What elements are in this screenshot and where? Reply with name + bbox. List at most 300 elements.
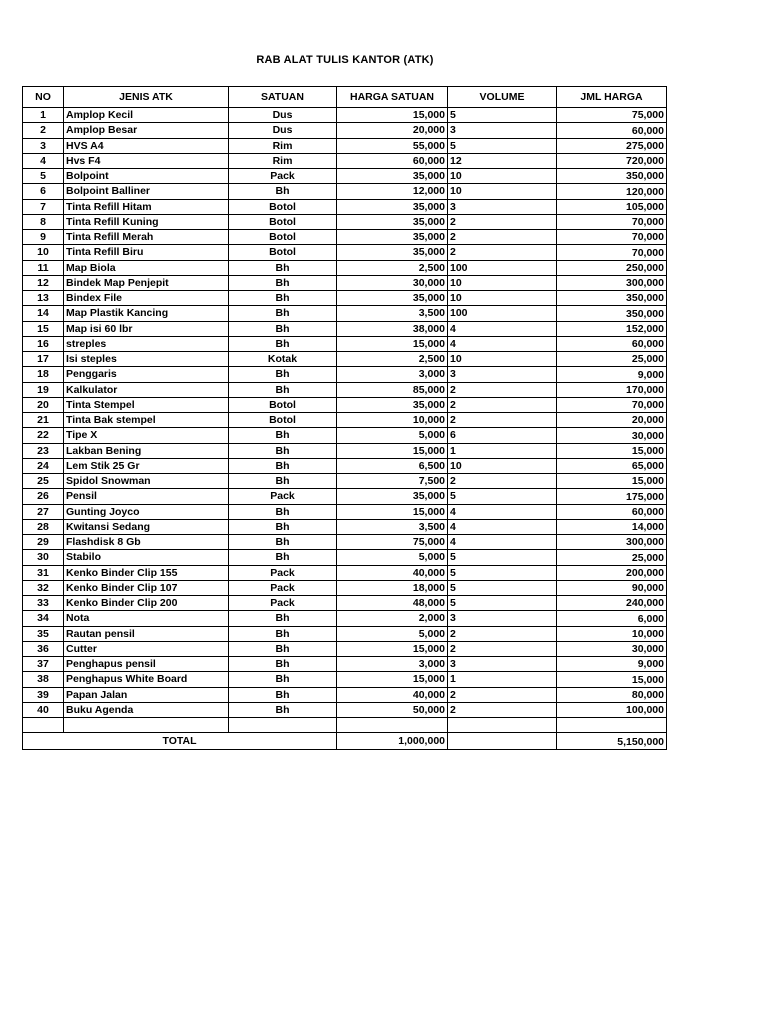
- cell-satuan: Botol: [229, 413, 337, 428]
- cell-no: 5: [23, 169, 64, 184]
- cell-no: 14: [23, 306, 64, 321]
- cell-jml-harga: 100,000: [557, 702, 667, 717]
- cell-satuan: Bh: [229, 458, 337, 473]
- table-row: [23, 535, 667, 550]
- table-row: [23, 169, 667, 184]
- cell-satuan: Bh: [229, 367, 337, 382]
- cell-volume: 2: [448, 397, 557, 412]
- cell-harga-satuan: 5,000: [337, 626, 448, 641]
- cell-no: 12: [23, 275, 64, 290]
- empty-cell: [557, 718, 667, 733]
- cell-satuan: Bh: [229, 550, 337, 565]
- cell-harga-satuan: 15,000: [337, 336, 448, 351]
- table-row: [23, 245, 667, 260]
- cell-volume: 10: [448, 169, 557, 184]
- cell-volume: 2: [448, 382, 557, 397]
- cell-satuan: Bh: [229, 657, 337, 672]
- cell-jml-harga: 70,000: [557, 245, 667, 260]
- cell-satuan: Botol: [229, 230, 337, 245]
- table-row: [23, 626, 667, 641]
- cell-satuan: Botol: [229, 214, 337, 229]
- cell-volume: 1: [448, 672, 557, 687]
- cell-satuan: Dus: [229, 108, 337, 123]
- table-row: [23, 580, 667, 595]
- table-body: [23, 108, 667, 718]
- table-row: [23, 138, 667, 153]
- cell-volume: 3: [448, 611, 557, 626]
- cell-jenis-atk: Tinta Refill Hitam: [64, 199, 229, 214]
- cell-jml-harga: 9,000: [557, 367, 667, 382]
- cell-volume: 2: [448, 413, 557, 428]
- cell-satuan: Bh: [229, 641, 337, 656]
- cell-jml-harga: 75,000: [557, 108, 667, 123]
- table-row: [23, 687, 667, 702]
- table-row: [23, 108, 667, 123]
- cell-satuan: Bh: [229, 306, 337, 321]
- cell-jml-harga: 70,000: [557, 214, 667, 229]
- cell-jenis-atk: Bindek Map Penjepit: [64, 275, 229, 290]
- empty-row: [23, 718, 667, 733]
- cell-jenis-atk: Tinta Stempel: [64, 397, 229, 412]
- cell-satuan: Kotak: [229, 352, 337, 367]
- table-row: [23, 291, 667, 306]
- cell-satuan: Bh: [229, 535, 337, 550]
- cell-harga-satuan: 5,000: [337, 428, 448, 443]
- cell-no: 25: [23, 474, 64, 489]
- cell-harga-satuan: 3,500: [337, 306, 448, 321]
- document-title: RAB ALAT TULIS KANTOR (ATK): [256, 54, 434, 66]
- cell-no: 29: [23, 535, 64, 550]
- table-row: [23, 397, 667, 412]
- cell-satuan: Bh: [229, 321, 337, 336]
- cell-harga-satuan: 35,000: [337, 397, 448, 412]
- cell-no: 31: [23, 565, 64, 580]
- cell-jml-harga: 275,000: [557, 138, 667, 153]
- cell-jml-harga: 105,000: [557, 199, 667, 214]
- cell-jenis-atk: Kenko Binder Clip 107: [64, 580, 229, 595]
- cell-harga-satuan: 2,000: [337, 611, 448, 626]
- cell-harga-satuan: 35,000: [337, 291, 448, 306]
- table-row: [23, 550, 667, 565]
- cell-jenis-atk: Bolpoint Balliner: [64, 184, 229, 199]
- cell-volume: 10: [448, 184, 557, 199]
- cell-jml-harga: 250,000: [557, 260, 667, 275]
- cell-jml-harga: 60,000: [557, 504, 667, 519]
- cell-no: 35: [23, 626, 64, 641]
- cell-jml-harga: 152,000: [557, 321, 667, 336]
- cell-volume: 12: [448, 153, 557, 168]
- cell-jml-harga: 350,000: [557, 291, 667, 306]
- cell-no: 28: [23, 519, 64, 534]
- cell-harga-satuan: 15,000: [337, 641, 448, 656]
- cell-harga-satuan: 35,000: [337, 214, 448, 229]
- cell-jml-harga: 90,000: [557, 580, 667, 595]
- cell-jml-harga: 175,000: [557, 489, 667, 504]
- cell-jenis-atk: Penghapus White Board: [64, 672, 229, 687]
- cell-jenis-atk: Kalkulator: [64, 382, 229, 397]
- cell-satuan: Botol: [229, 245, 337, 260]
- cell-no: 6: [23, 184, 64, 199]
- cell-jenis-atk: Amplop Besar: [64, 123, 229, 138]
- cell-volume: 5: [448, 550, 557, 565]
- cell-volume: 2: [448, 626, 557, 641]
- cell-no: 30: [23, 550, 64, 565]
- cell-volume: 2: [448, 230, 557, 245]
- cell-harga-satuan: 15,000: [337, 108, 448, 123]
- cell-volume: 2: [448, 474, 557, 489]
- cell-jenis-atk: streples: [64, 336, 229, 351]
- cell-harga-satuan: 60,000: [337, 153, 448, 168]
- cell-no: 4: [23, 153, 64, 168]
- cell-volume: 5: [448, 596, 557, 611]
- cell-satuan: Bh: [229, 260, 337, 275]
- cell-jml-harga: 70,000: [557, 397, 667, 412]
- cell-satuan: Bh: [229, 291, 337, 306]
- cell-volume: 6: [448, 428, 557, 443]
- cell-satuan: Bh: [229, 184, 337, 199]
- cell-jenis-atk: Kwitansi Sedang: [64, 519, 229, 534]
- cell-harga-satuan: 7,500: [337, 474, 448, 489]
- cell-volume: 2: [448, 641, 557, 656]
- cell-harga-satuan: 35,000: [337, 489, 448, 504]
- cell-satuan: Bh: [229, 672, 337, 687]
- table-row: [23, 489, 667, 504]
- cell-no: 17: [23, 352, 64, 367]
- cell-satuan: Botol: [229, 397, 337, 412]
- cell-volume: 10: [448, 458, 557, 473]
- cell-harga-satuan: 3,500: [337, 519, 448, 534]
- table-row: [23, 275, 667, 290]
- cell-jenis-atk: Hvs F4: [64, 153, 229, 168]
- cell-harga-satuan: 35,000: [337, 230, 448, 245]
- cell-jenis-atk: Rautan pensil: [64, 626, 229, 641]
- table-row: [23, 596, 667, 611]
- cell-jenis-atk: Tinta Refill Biru: [64, 245, 229, 260]
- cell-satuan: Bh: [229, 474, 337, 489]
- cell-jenis-atk: Stabilo: [64, 550, 229, 565]
- empty-cell: [448, 718, 557, 733]
- total-label: TOTAL: [23, 733, 337, 750]
- cell-no: 18: [23, 367, 64, 382]
- cell-jml-harga: 65,000: [557, 458, 667, 473]
- cell-no: 26: [23, 489, 64, 504]
- cell-no: 24: [23, 458, 64, 473]
- cell-jenis-atk: Pensil: [64, 489, 229, 504]
- cell-no: 15: [23, 321, 64, 336]
- empty-cell: [229, 718, 337, 733]
- cell-harga-satuan: 40,000: [337, 565, 448, 580]
- cell-jenis-atk: Tinta Bak stempel: [64, 413, 229, 428]
- header-no: NO: [23, 87, 64, 108]
- cell-jml-harga: 300,000: [557, 275, 667, 290]
- cell-jenis-atk: Bindex File: [64, 291, 229, 306]
- cell-jenis-atk: Tinta Refill Kuning: [64, 214, 229, 229]
- cell-satuan: Bh: [229, 428, 337, 443]
- total-row: [23, 733, 667, 750]
- empty-cell: [64, 718, 229, 733]
- cell-jenis-atk: Bolpoint: [64, 169, 229, 184]
- cell-harga-satuan: 55,000: [337, 138, 448, 153]
- cell-satuan: Pack: [229, 565, 337, 580]
- cell-harga-satuan: 18,000: [337, 580, 448, 595]
- cell-satuan: Dus: [229, 123, 337, 138]
- cell-satuan: Rim: [229, 138, 337, 153]
- cell-harga-satuan: 10,000: [337, 413, 448, 428]
- cell-jml-harga: 60,000: [557, 336, 667, 351]
- cell-jenis-atk: Cutter: [64, 641, 229, 656]
- cell-jml-harga: 200,000: [557, 565, 667, 580]
- header-jenis-atk: JENIS ATK: [64, 87, 229, 108]
- table-row: [23, 657, 667, 672]
- cell-volume: 2: [448, 702, 557, 717]
- cell-jml-harga: 6,000: [557, 611, 667, 626]
- cell-volume: 4: [448, 321, 557, 336]
- cell-no: 33: [23, 596, 64, 611]
- cell-volume: 4: [448, 535, 557, 550]
- table-row: [23, 352, 667, 367]
- cell-jml-harga: 80,000: [557, 687, 667, 702]
- cell-volume: 3: [448, 657, 557, 672]
- cell-no: 23: [23, 443, 64, 458]
- cell-harga-satuan: 30,000: [337, 275, 448, 290]
- cell-jenis-atk: Tipe X: [64, 428, 229, 443]
- cell-jenis-atk: Flashdisk 8 Gb: [64, 535, 229, 550]
- table-row: [23, 443, 667, 458]
- cell-satuan: Bh: [229, 687, 337, 702]
- total-jml-harga: 5,150,000: [557, 733, 667, 750]
- cell-no: 1: [23, 108, 64, 123]
- total-harga-satuan: 1,000,000: [337, 733, 448, 750]
- cell-no: 20: [23, 397, 64, 412]
- cell-harga-satuan: 20,000: [337, 123, 448, 138]
- cell-satuan: Pack: [229, 169, 337, 184]
- cell-jml-harga: 170,000: [557, 382, 667, 397]
- cell-volume: 4: [448, 336, 557, 351]
- cell-volume: 3: [448, 367, 557, 382]
- cell-harga-satuan: 85,000: [337, 382, 448, 397]
- cell-volume: 5: [448, 565, 557, 580]
- cell-volume: 2: [448, 687, 557, 702]
- table-row: [23, 336, 667, 351]
- cell-jml-harga: 15,000: [557, 443, 667, 458]
- table-row: [23, 565, 667, 580]
- table-row: [23, 260, 667, 275]
- cell-no: 7: [23, 199, 64, 214]
- cell-no: 2: [23, 123, 64, 138]
- table-row: [23, 504, 667, 519]
- cell-no: 32: [23, 580, 64, 595]
- cell-jenis-atk: Isi steples: [64, 352, 229, 367]
- cell-no: 39: [23, 687, 64, 702]
- cell-satuan: Bh: [229, 702, 337, 717]
- cell-harga-satuan: 5,000: [337, 550, 448, 565]
- table-row: [23, 672, 667, 687]
- cell-volume: 3: [448, 123, 557, 138]
- cell-harga-satuan: 40,000: [337, 687, 448, 702]
- cell-jml-harga: 20,000: [557, 413, 667, 428]
- cell-volume: 4: [448, 519, 557, 534]
- cell-jenis-atk: Map Biola: [64, 260, 229, 275]
- cell-satuan: Pack: [229, 489, 337, 504]
- cell-jenis-atk: Kenko Binder Clip 200: [64, 596, 229, 611]
- cell-jenis-atk: Penggaris: [64, 367, 229, 382]
- cell-jenis-atk: Lem Stik 25 Gr: [64, 458, 229, 473]
- cell-volume: 5: [448, 138, 557, 153]
- cell-satuan: Pack: [229, 596, 337, 611]
- cell-jenis-atk: Tinta Refill Merah: [64, 230, 229, 245]
- cell-jml-harga: 720,000: [557, 153, 667, 168]
- cell-harga-satuan: 3,000: [337, 657, 448, 672]
- cell-volume: 4: [448, 504, 557, 519]
- cell-volume: 10: [448, 291, 557, 306]
- cell-jml-harga: 14,000: [557, 519, 667, 534]
- cell-volume: 2: [448, 214, 557, 229]
- cell-jml-harga: 350,000: [557, 169, 667, 184]
- header-volume: VOLUME: [448, 87, 557, 108]
- table-row: [23, 428, 667, 443]
- cell-satuan: Rim: [229, 153, 337, 168]
- cell-satuan: Bh: [229, 626, 337, 641]
- cell-jml-harga: 9,000: [557, 657, 667, 672]
- cell-harga-satuan: 15,000: [337, 504, 448, 519]
- cell-harga-satuan: 35,000: [337, 199, 448, 214]
- cell-no: 8: [23, 214, 64, 229]
- table-row: [23, 306, 667, 321]
- total-volume-cell: [448, 733, 557, 750]
- cell-no: 27: [23, 504, 64, 519]
- cell-harga-satuan: 35,000: [337, 245, 448, 260]
- cell-volume: 100: [448, 306, 557, 321]
- rab-table: [22, 86, 667, 750]
- cell-satuan: Bh: [229, 504, 337, 519]
- cell-volume: 5: [448, 580, 557, 595]
- cell-jml-harga: 25,000: [557, 550, 667, 565]
- cell-satuan: Bh: [229, 443, 337, 458]
- table-row: [23, 367, 667, 382]
- cell-jenis-atk: Buku Agenda: [64, 702, 229, 717]
- cell-harga-satuan: 75,000: [337, 535, 448, 550]
- cell-volume: 10: [448, 352, 557, 367]
- cell-jml-harga: 30,000: [557, 641, 667, 656]
- table-row: [23, 230, 667, 245]
- cell-no: 13: [23, 291, 64, 306]
- cell-jenis-atk: Map Plastik Kancing: [64, 306, 229, 321]
- cell-no: 22: [23, 428, 64, 443]
- cell-no: 37: [23, 657, 64, 672]
- table-row: [23, 611, 667, 626]
- cell-jml-harga: 15,000: [557, 672, 667, 687]
- cell-harga-satuan: 15,000: [337, 443, 448, 458]
- cell-jml-harga: 10,000: [557, 626, 667, 641]
- cell-no: 38: [23, 672, 64, 687]
- cell-no: 19: [23, 382, 64, 397]
- table-row: [23, 321, 667, 336]
- cell-harga-satuan: 15,000: [337, 672, 448, 687]
- cell-no: 36: [23, 641, 64, 656]
- cell-jml-harga: 25,000: [557, 352, 667, 367]
- cell-jml-harga: 240,000: [557, 596, 667, 611]
- cell-jml-harga: 30,000: [557, 428, 667, 443]
- cell-jml-harga: 300,000: [557, 535, 667, 550]
- cell-volume: 2: [448, 245, 557, 260]
- cell-harga-satuan: 2,500: [337, 352, 448, 367]
- cell-jml-harga: 70,000: [557, 230, 667, 245]
- cell-no: 21: [23, 413, 64, 428]
- cell-satuan: Bh: [229, 611, 337, 626]
- cell-satuan: Pack: [229, 580, 337, 595]
- cell-harga-satuan: 50,000: [337, 702, 448, 717]
- cell-harga-satuan: 2,500: [337, 260, 448, 275]
- table-row: [23, 413, 667, 428]
- header-satuan: SATUAN: [229, 87, 337, 108]
- header-jml-harga: JML HARGA: [557, 87, 667, 108]
- table-row: [23, 519, 667, 534]
- cell-volume: 10: [448, 275, 557, 290]
- cell-jml-harga: 60,000: [557, 123, 667, 138]
- header-harga-satuan: HARGA SATUAN: [337, 87, 448, 108]
- table-row: [23, 199, 667, 214]
- empty-cell: [23, 718, 64, 733]
- cell-jenis-atk: Gunting Joyco: [64, 504, 229, 519]
- cell-volume: 100: [448, 260, 557, 275]
- table-row: [23, 184, 667, 199]
- cell-jenis-atk: Amplop Kecil: [64, 108, 229, 123]
- cell-satuan: Bh: [229, 336, 337, 351]
- cell-volume: 5: [448, 489, 557, 504]
- cell-harga-satuan: 6,500: [337, 458, 448, 473]
- cell-volume: 3: [448, 199, 557, 214]
- table-row: [23, 153, 667, 168]
- cell-jenis-atk: Nota: [64, 611, 229, 626]
- cell-jenis-atk: Penghapus pensil: [64, 657, 229, 672]
- cell-volume: 5: [448, 108, 557, 123]
- cell-harga-satuan: 48,000: [337, 596, 448, 611]
- cell-no: 3: [23, 138, 64, 153]
- cell-jenis-atk: HVS A4: [64, 138, 229, 153]
- cell-jml-harga: 15,000: [557, 474, 667, 489]
- cell-no: 40: [23, 702, 64, 717]
- cell-jenis-atk: Map isi 60 lbr: [64, 321, 229, 336]
- cell-jml-harga: 350,000: [557, 306, 667, 321]
- empty-cell: [337, 718, 448, 733]
- table-row: [23, 474, 667, 489]
- cell-jenis-atk: Papan Jalan: [64, 687, 229, 702]
- cell-no: 10: [23, 245, 64, 260]
- cell-no: 16: [23, 336, 64, 351]
- table-row: [23, 214, 667, 229]
- table-row: [23, 382, 667, 397]
- cell-jenis-atk: Lakban Bening: [64, 443, 229, 458]
- cell-harga-satuan: 35,000: [337, 169, 448, 184]
- cell-harga-satuan: 12,000: [337, 184, 448, 199]
- cell-jenis-atk: Kenko Binder Clip 155: [64, 565, 229, 580]
- cell-harga-satuan: 38,000: [337, 321, 448, 336]
- cell-no: 11: [23, 260, 64, 275]
- cell-jml-harga: 120,000: [557, 184, 667, 199]
- cell-jenis-atk: Spidol Snowman: [64, 474, 229, 489]
- table-row: [23, 702, 667, 717]
- cell-volume: 1: [448, 443, 557, 458]
- table-row: [23, 123, 667, 138]
- table-header-row: [23, 87, 667, 108]
- table-row: [23, 641, 667, 656]
- cell-satuan: Botol: [229, 199, 337, 214]
- cell-no: 9: [23, 230, 64, 245]
- cell-no: 34: [23, 611, 64, 626]
- cell-satuan: Bh: [229, 519, 337, 534]
- cell-satuan: Bh: [229, 382, 337, 397]
- table-row: [23, 458, 667, 473]
